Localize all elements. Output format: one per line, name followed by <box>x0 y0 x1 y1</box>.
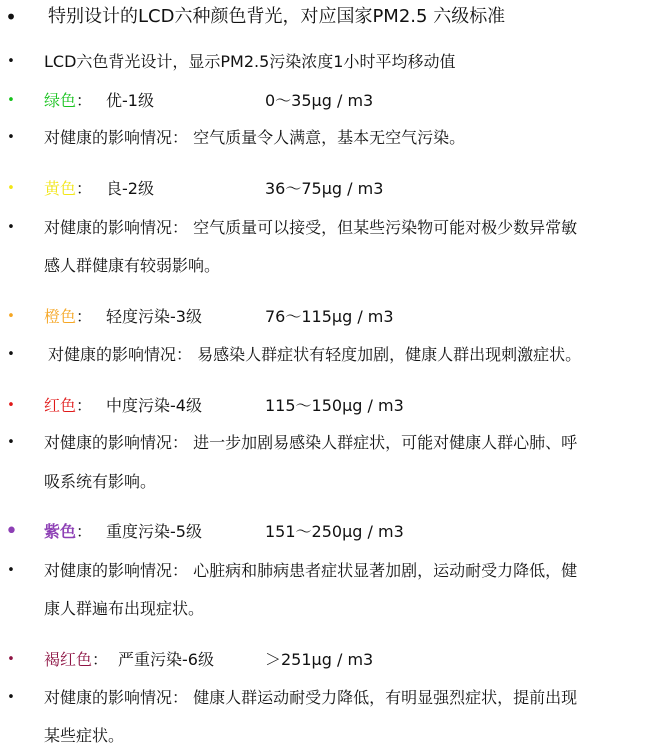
health-effect-continuation <box>0 721 650 751</box>
level-row-purple <box>0 517 650 547</box>
bullet: • <box>7 435 15 450</box>
level-row-green <box>0 86 650 116</box>
level-color-name: 黄色 <box>44 179 77 198</box>
level-concentration: 151～250μg / m3 <box>265 522 404 541</box>
health-effect-text: 空气质量可以接受，但某些污染物可能对极少数异常敏 <box>193 218 578 237</box>
health-effect-text: 易感染人群症状有轻度加剧，健康人群出现刺激症状。 <box>197 345 582 364</box>
health-effect-text: 空气质量令人满意，基本无空气污染。 <box>193 128 466 147</box>
health-effect-text: 进一步加剧易感染人群症状，可能对健康人群心肺、呼 <box>193 433 578 452</box>
bullet: • <box>7 181 15 196</box>
health-effect-continuation <box>0 594 650 624</box>
bullet: • <box>7 690 15 705</box>
health-prefix: 对健康的影响情况： <box>44 218 189 237</box>
health-effect-row <box>0 340 650 370</box>
health-effect-row <box>0 428 650 458</box>
separator: ： <box>76 522 93 541</box>
level-grade: 良-2级 <box>106 179 154 198</box>
health-prefix: 对健康的影响情况： <box>44 561 189 580</box>
level-grade: 严重污染-6级 <box>118 650 214 669</box>
level-color-name: 紫色 <box>44 522 77 541</box>
separator: ： <box>76 91 93 110</box>
health-effect-text-cont: 某些症状。 <box>44 726 125 745</box>
level-row-red <box>0 391 650 421</box>
health-effect-text-cont: 感人群健康有较弱影响。 <box>44 256 221 275</box>
level-concentration: 115～150μg / m3 <box>265 396 404 415</box>
bullet: • <box>7 93 15 108</box>
level-grade: 中度污染-4级 <box>106 396 202 415</box>
health-prefix: 对健康的影响情况： <box>44 128 189 147</box>
page-title: 特别设计的LCD六种颜色背光，对应国家PM2.5 六级标准 <box>48 6 506 27</box>
health-prefix: 对健康的影响情况： <box>48 345 193 364</box>
level-row-maroon <box>0 645 650 675</box>
bullet: • <box>7 309 15 324</box>
level-concentration: 76～115μg / m3 <box>265 307 394 326</box>
separator: ： <box>76 396 93 415</box>
level-grade: 优-1级 <box>106 91 154 110</box>
title-row <box>0 2 650 32</box>
intro-text: LCD六色背光设计，显示PM2.5污染浓度1小时平均移动值 <box>44 52 456 71</box>
health-effect-text: 健康人群运动耐受力降低，有明显强烈症状，提前出现 <box>193 688 578 707</box>
level-grade: 轻度污染-3级 <box>106 307 202 326</box>
health-effect-row <box>0 683 650 713</box>
level-row-yellow <box>0 174 650 204</box>
health-effect-row <box>0 556 650 586</box>
health-effect-continuation <box>0 251 650 281</box>
separator: ： <box>76 307 93 326</box>
level-color-name: 褐红色 <box>44 650 93 669</box>
bullet: • <box>7 563 15 578</box>
health-prefix: 对健康的影响情况： <box>44 688 189 707</box>
separator: ： <box>76 179 93 198</box>
health-effect-row <box>0 213 650 243</box>
level-color-name: 橙色 <box>44 307 77 326</box>
bullet: • <box>7 220 15 235</box>
level-color-name: 红色 <box>44 396 77 415</box>
bullet: • <box>7 347 15 362</box>
level-grade: 重度污染-5级 <box>106 522 202 541</box>
health-effect-continuation <box>0 467 650 497</box>
bullet: • <box>5 5 17 29</box>
health-prefix: 对健康的影响情况： <box>44 433 189 452</box>
level-concentration: ＞251μg / m3 <box>265 650 374 669</box>
level-color-name: 绿色 <box>44 91 77 110</box>
separator: ： <box>92 650 109 669</box>
intro-row <box>0 47 650 77</box>
bullet: • <box>7 54 15 69</box>
level-row-orange <box>0 302 650 332</box>
health-effect-text: 心脏病和肺病患者症状显著加剧，运动耐受力降低，健 <box>193 561 578 580</box>
bullet: • <box>7 398 15 413</box>
level-concentration: 36～75μg / m3 <box>265 179 384 198</box>
level-concentration: 0～35μg / m3 <box>265 91 374 110</box>
health-effect-text-cont: 康人群遍布出现症状。 <box>44 599 205 618</box>
health-effect-row <box>0 123 650 153</box>
bullet: • <box>7 652 15 667</box>
bullet: • <box>5 519 18 544</box>
bullet: • <box>7 130 15 145</box>
health-effect-text-cont: 吸系统有影响。 <box>44 472 157 491</box>
